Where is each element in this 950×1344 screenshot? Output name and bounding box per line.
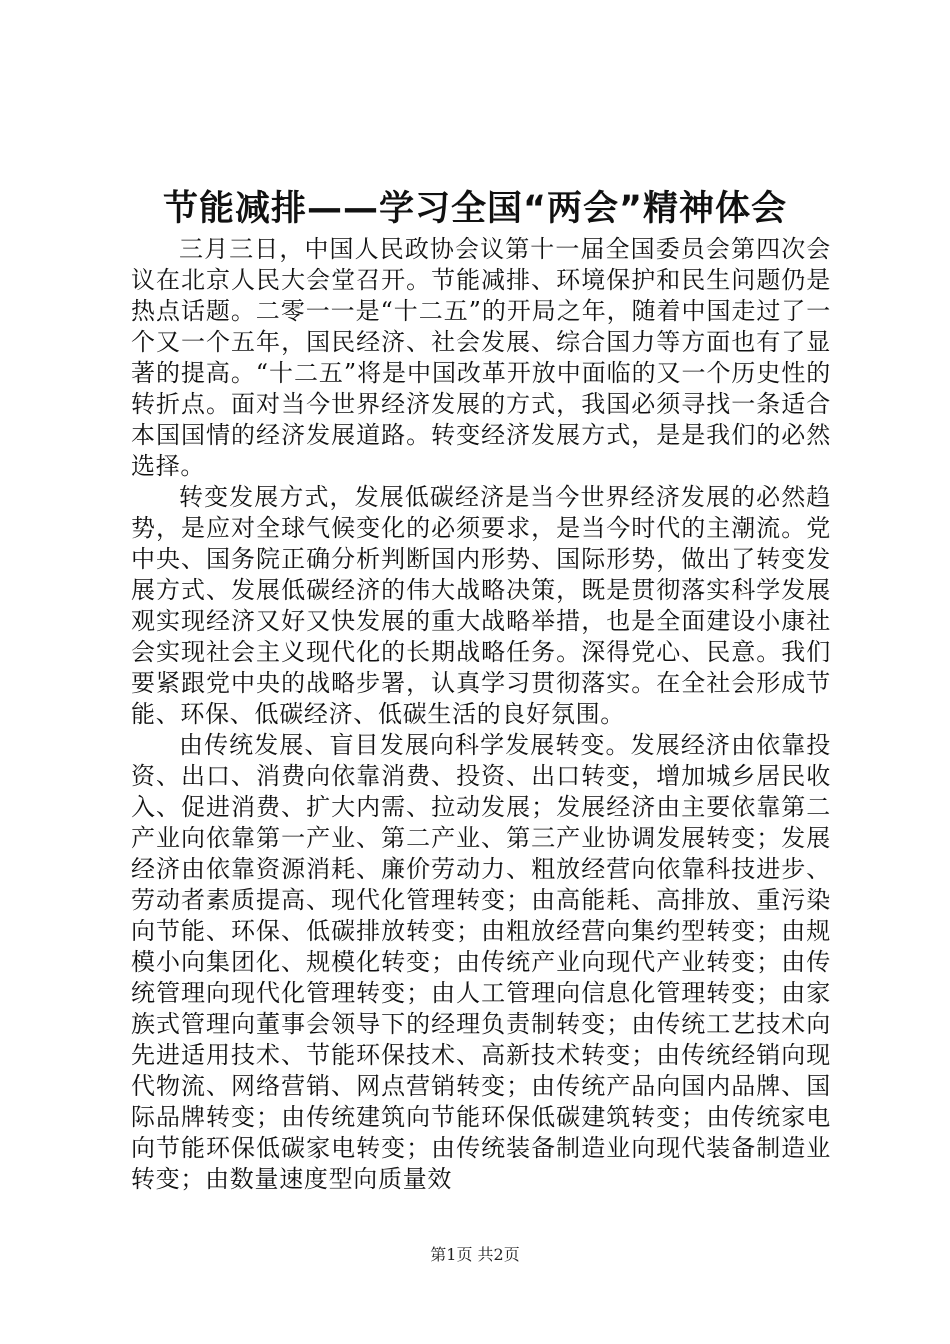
document-body [131, 234, 831, 1195]
paragraph-3: 由传统发展、盲目发展向科学发展转变。发展经济由依靠投资、出口、消费向依靠消费、投资、出口转变，增加城乡居民收入、促进消费、扩大内需、拉动发展；发展经济由主要依靠第二产业向依靠第一产业、第二产业、第三产业协调发展转变；发展经济由依靠资源消耗、廉价劳动力、粗放经营向依靠科技进步、劳动者素质提高、现代化管理转变；由高能耗、高排放、重污染向节能、环保、低碳排放转变；由粗放经营向集约型转变；由规模小向集团化、规模化转变；由传统产业向现代产业转变；由传统管理向现代化管理转变；由人工管理向信息化管理转变；由家族式管理向董事会领导下的经理负责制转变；由传统工艺技术向先进适用技术、节能环保技术、高新技术转变；由传统经销向现代物流、网络营销、网点营销转变；由传统产品向国内品牌、国际品牌转变；由传统建筑向节能环保低碳建筑转变；由传统家电向节能环保低碳家电转变；由传统装备制造业向现代装备制造业转变；由数量速度型向质量效 [131, 731, 831, 1193]
paragraph-2: 转变发展方式，发展低碳经济是当今世界经济发展的必然趋势，是应对全球气候变化的必须要求，是当今时代的主潮流。党中央、国务院正确分析判断国内形势、国际形势，做出了转变发展方式、发展低碳经济的伟大战略决策，既是贯彻落实科学发展观实现经济又好又快发展的重大战略举措，也是全面建设小康社会实现社会主义现代化的长期战略任务。深得党心、民意。我们要紧跟党中央的战略步署，认真学习贯彻落实。在全社会形成节能、环保、低碳经济、低碳生活的良好氛围。 [131, 483, 831, 728]
page-footer: 第1页 共2页 [430, 1245, 520, 1264]
document-title: 节能减排——学习全国“两会”精神体会 [162, 189, 787, 229]
paragraph-1: 三月三日，中国人民政协会议第十一届全国委员会第四次会议在北京人民大会堂召开。节能减排、环境保护和民生问题仍是热点话题。二零一一是“十二五”的开局之年，随着中国走过了一个又一个五年，国民经济、社会发展、综合国力等方面也有了显著的提高。“十二五”将是中国改革开放中面临的又一个历史性的转折点。面对当今世界经济发展的方式，我国必须寻找一条适合本国国情的经济发展道路。转变经济发展方式，是是我们的必然选择。 [131, 235, 831, 480]
